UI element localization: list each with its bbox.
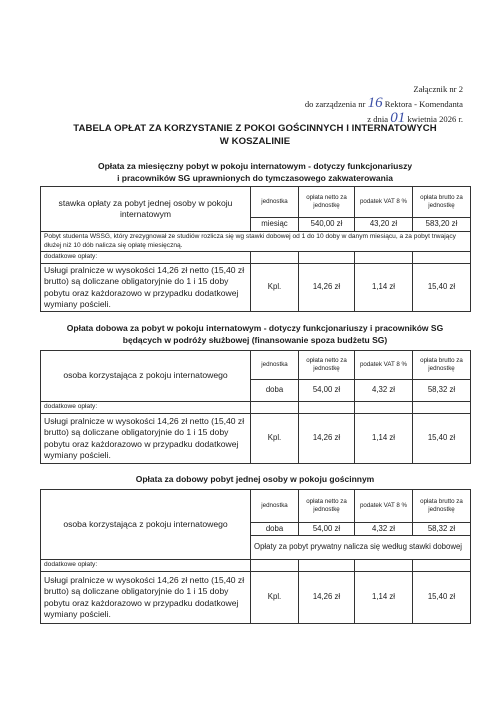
section2-laundry-desc: Usługi pralnicze w wysokości 14,26 zł netto (15,40 zł brutto) są doliczane obligatoryjnie do 1 i 15 doby pobytu oraz każdorazowo w przypadku dodatkowej wymiany pościeli. [41,414,251,464]
section1-gross-header: opłata brutto za jednostkę [413,187,471,218]
section2-laundry-gross: 15,40 zł [413,414,471,464]
section3-laundry-vat: 1,14 zł [355,572,413,624]
section1-net: 540,00 zł [299,218,355,232]
section1-laundry-desc: Usługi pralnicze w wysokości 14,26 zł netto (15,40 zł brutto) są doliczane obligatoryjnie do 1 i 15 doby pobytu oraz każdorazowo w przypadku dodatkowej wymiany pościeli. [41,264,251,312]
section3-laundry-desc: Usługi pralnicze w wysokości 14,26 zł netto (15,40 zł brutto) są doliczane obligatoryjnie do 1 i 15 doby pobytu oraz każdorazowo w przypadku dodatkowej wymiany pościeli. [41,572,251,624]
section2-net: 54,00 zł [299,380,355,402]
section1-extra-label: dodatkowe opłaty: [41,252,251,264]
section1-laundry-vat: 1,14 zł [355,264,413,312]
section2-unit-header: jednostka [251,351,299,380]
handwritten-order-number: 16 [367,94,383,111]
section1-laundry-unit: Kpl. [251,264,299,312]
section3-net-header: opłata netto za jednostkę [299,490,355,523]
section2-heading [40,322,470,346]
section1-unit: miesiąc [251,218,299,232]
title-line-2: W KOSZALINIE [219,136,291,147]
attachment-line-1: Załącznik nr 2 [413,84,463,94]
section1-laundry-gross: 15,40 zł [413,264,471,312]
section3-laundry-net: 14,26 zł [299,572,355,624]
section2-gross-header: opłata brutto za jednostkę [413,351,471,380]
attachment-date-suffix: kwietnia 2026 r. [407,113,463,124]
section3-vat: 4,32 zł [355,523,413,536]
section2-extra-label: dodatkowe opłaty: [41,402,251,414]
attachment-order-suffix: Rektora - Komendanta [384,98,463,109]
section2-rate-label: osoba korzystająca z pokoju internatowego [41,351,251,402]
section2-laundry-unit: Kpl. [251,414,299,464]
section3-net: 54,00 zł [299,523,355,536]
handwritten-date-day: 01 [390,109,406,126]
section3-heading-line: Opłata za dobowy pobyt jednej osoby w pokoju gościnnym [135,474,375,484]
section2-gross: 58,32 zł [413,380,471,402]
attachment-date-prefix: z dnia [367,113,389,124]
section1-laundry-net: 14,26 zł [299,264,355,312]
section1-heading-line-2: i pracowników SG uprawnionych do tymczasowego zakwaterowania [117,173,393,183]
section1-unit-header: jednostka [251,187,299,218]
section3-laundry-gross: 15,40 zł [413,572,471,624]
section2-heading-line-1: Opłata dobowa za pobyt w pokoju internatowym - dotyczy funkcjonariuszy i pracowników SG [66,323,444,333]
section1-vat: 43,20 zł [355,218,413,232]
section3-laundry-unit: Kpl. [251,572,299,624]
section2-laundry-vat: 1,14 zł [355,414,413,464]
section3-unit-header: jednostka [251,490,299,523]
section1-gross: 583,20 zł [413,218,471,232]
section3-table [40,489,471,624]
section1-heading [50,160,460,184]
section2-heading-line-2: będących w podróży służbowej (finansowanie spoza budżetu SG) [122,335,388,345]
attachment-header [250,84,463,126]
section2-unit: doba [251,380,299,402]
document-title [40,122,470,148]
section1-table [40,186,471,312]
section2-net-header: opłata netto za jednostkę [299,351,355,380]
section3-heading [40,473,470,485]
section3-extra-label: dodatkowe opłaty: [41,560,251,572]
title-line-1: TABELA OPŁAT ZA KORZYSTANIE Z POKOI GOŚCINNYCH I INTERNATOWYCH [73,123,437,134]
section2-laundry-net: 14,26 zł [299,414,355,464]
attachment-order-prefix: do zarządzenia nr [304,98,366,109]
attachment-line-2 [250,96,463,111]
section3-private-note: Opłaty za pobyt prywatny nalicza się według stawki dobowej [251,536,471,560]
section1-rate-label: stawka opłaty za pobyt jednej osoby w pokoju internatowym [41,187,251,232]
section3-vat-header: podatek VAT 8 % [355,490,413,523]
section3-unit: doba [251,523,299,536]
section3-rate-label: osoba korzystająca z pokoju internatowego [41,490,251,560]
section2-vat: 4,32 zł [355,380,413,402]
section1-heading-line-1: Opłata za miesięczny pobyt w pokoju internatowym - dotyczy funkcjonariuszy [97,161,413,171]
section1-note: Pobyt studenta WSSG, który zrezygnował ze studiów rozlicza się wg stawki dobowej od 1 do 10 doby w danym miesiącu, a za pobyt trwający dłużej niż 10 dób nalicza się opłatę miesięczną. [41,232,471,252]
section1-net-header: opłata netto za jednostkę [299,187,355,218]
section2-vat-header: podatek VAT 8 % [355,351,413,380]
section2-table [40,350,471,464]
section3-gross-header: opłata brutto za jednostkę [413,490,471,523]
section3-gross: 58,32 zł [413,523,471,536]
section1-vat-header: podatek VAT 8 % [355,187,413,218]
